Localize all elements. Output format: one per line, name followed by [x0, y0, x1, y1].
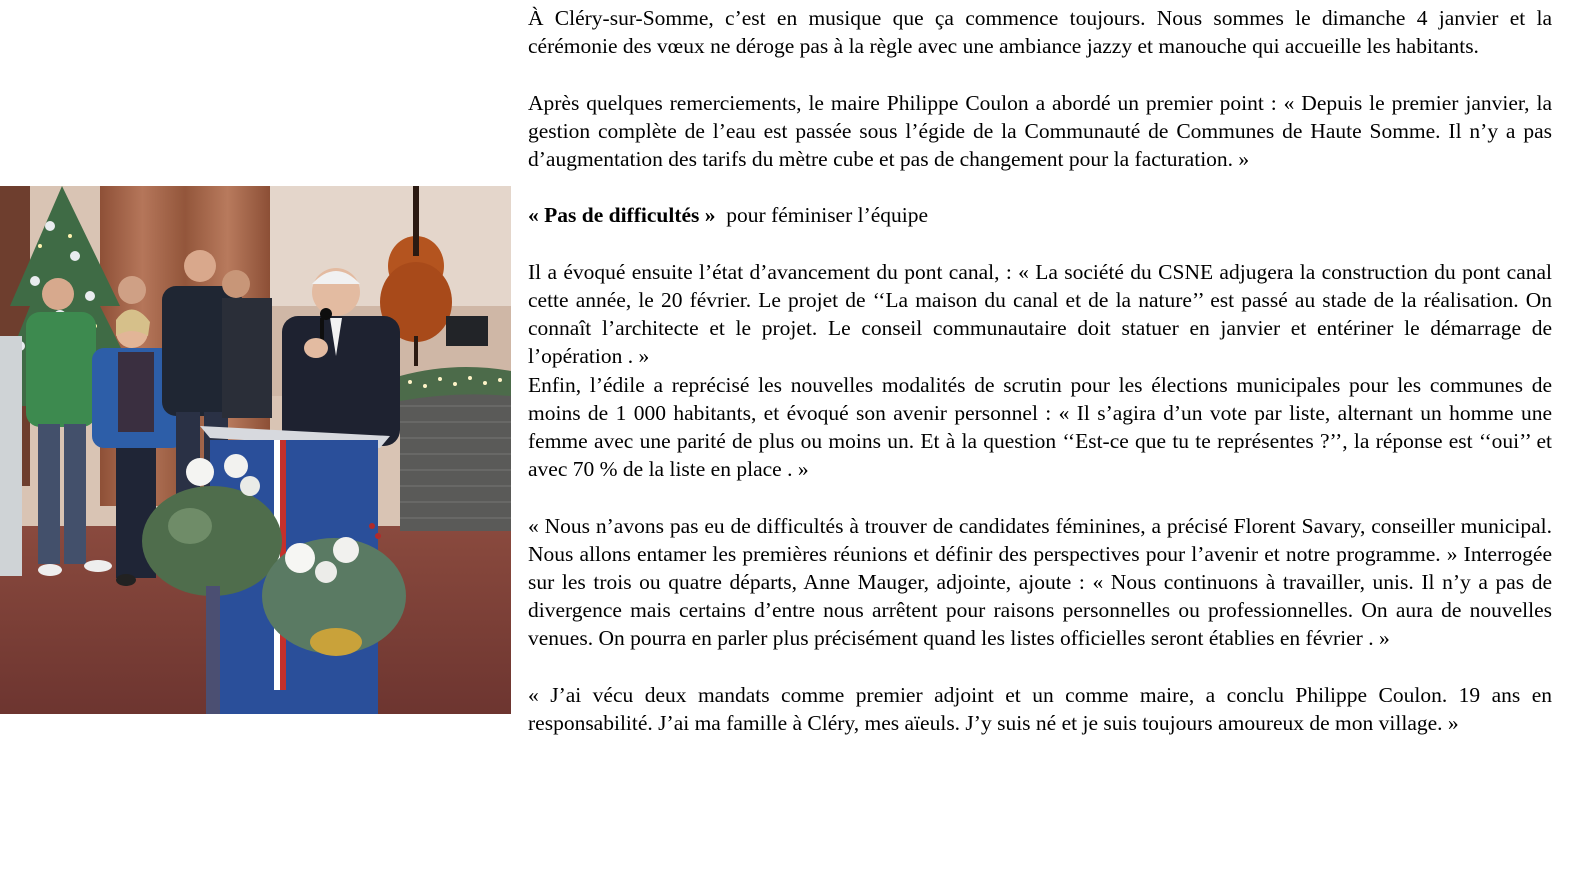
subheading-rest: pour féminiser l’équipe	[726, 203, 929, 228]
event-photo	[0, 186, 511, 714]
paragraph-conclusion: « J’ai vécu deux mandats comme premier adjoint et un comme maire, a conclu Philippe Coulon. 19 ans en responsabilité. J’ai ma famille à Cléry, mes aïeuls. J’y suis né et je suis toujours amoureux de mon village. »	[528, 682, 1552, 735]
subheading	[528, 201, 1552, 229]
article-body	[528, 4, 1552, 765]
paragraph-water: Après quelques remerciements, le maire Philippe Coulon a abordé un premier point : « Depuis le premier janvier, la gestion complète de l’eau est passée sous l’égide de la Communauté de Communes de Haute Somme. Il n’y a pas d’augmentation des tarifs du mètre cube et pas de changement pour la facturation. »	[528, 90, 1552, 171]
paragraph-canal: Il a évoqué ensuite l’état d’avancement du pont canal, : « La société du CSNE adjugera la construction du pont canal cette année, le 20 février. Le projet de ‘‘La maison du canal et de la nature’’ est passé au stade de la réalisation. On connaît l’architecte et le projet. Le conseil communautaire doit statuer en janvier et entériner le démarrage de l’opération . »	[528, 259, 1552, 369]
paragraph-candidates: « Nous n’avons pas eu de difficultés à trouver de candidates féminines, a précisé Florent Savary, conseiller municipal. Nous allons entamer les premières réunions et définir des perspectives pour l’avenir et notre programme. » Interrogée sur les trois ou quatre départs, Anne Mauger, adjointe, ajoute : « Nous continuons à travailler, unis. Il n’y a pas de divergence mais certains d’entre nous arrêtent pour raisons personnelles ou professionnelles. On aura de nouvelles venues. On pourra en parler plus précisément quand les listes officielles seront établies en février . »	[528, 513, 1552, 651]
subheading-bold: « Pas de difficultés »	[528, 203, 716, 228]
paragraph-elections: Enfin, l’édile a reprécisé les nouvelles modalités de scrutin pour les élections municipales pour les communes de moins de 1 000 habitants, et évoqué son avenir personnel : « Il s’agira d’un vote par liste, alternant un homme une femme avec une parité de plus ou moins un. Et à la question ‘‘Est-ce que tu te représentes ?’’, la réponse est ‘‘oui’’ et avec 70 % de la liste en place . »	[528, 372, 1552, 482]
paragraph-intro: À Cléry-sur-Somme, c’est en musique que ça commence toujours. Nous sommes le dimanche 4 janvier et la cérémonie des vœux ne déroge pas à la règle avec une ambiance jazzy et manouche qui accueille les habitants.	[528, 6, 1552, 59]
